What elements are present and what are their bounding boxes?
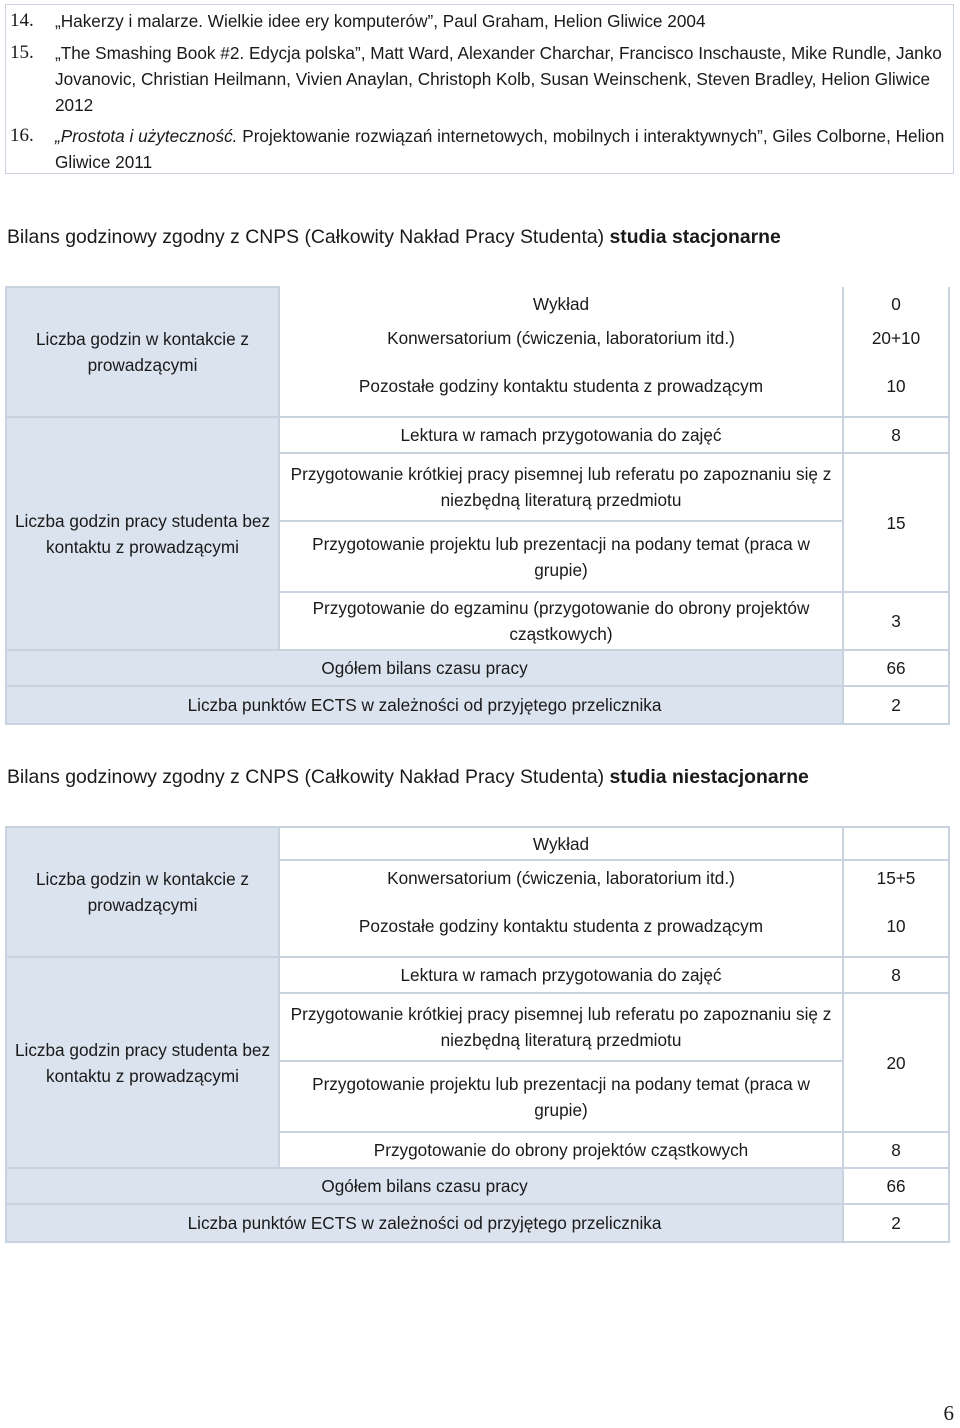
row-label-pozostale: Pozostałe godziny kontaktu studenta z prowadzącym — [279, 355, 843, 417]
row-label-lektura: Lektura w ramach przygotowania do zajęć — [279, 957, 843, 993]
reference-text: „The Smashing Book #2. Edycja polska”, Matt Ward, Alexander Charchar, Francisco Inschauste, Mike Rundle, Janko Jovanovic, Christian Heilmann, Vivien Anaylan, Christoph Kolb, Susan Weinschenk, Steven Bradley, Helion Gliwice 2012 — [55, 43, 942, 115]
row-label-lektura: Lektura w ramach przygotowania do zajęć — [279, 417, 843, 453]
group-self-study-label: Liczba godzin pracy studenta bez kontaktu z prowadzącymi — [6, 957, 279, 1168]
row-label-projekt: Przygotowanie projektu lub prezentacji na podany temat (praca w grupie) — [279, 521, 843, 592]
reference-item — [10, 123, 945, 175]
row-label-ects: Liczba punktów ECTS w zależności od przyjętego przelicznika — [6, 1204, 843, 1242]
reference-rest: Projektowanie rozwiązań internetowych, mobilnych i interaktywnych”, Giles Colborne, Helion Gliwice 2011 — [55, 126, 945, 172]
page-number: 6 — [943, 1401, 954, 1425]
row-label-pozostale: Pozostałe godziny kontaktu studenta z prowadzącym — [279, 895, 843, 957]
group-contact-label: Liczba godzin w kontakcie z prowadzącymi — [6, 287, 279, 417]
row-label-ogolem: Ogółem bilans czasu pracy — [6, 1168, 843, 1204]
row-label-ects: Liczba punktów ECTS w zależności od przyjętego przelicznika — [6, 686, 843, 724]
row-label-egzamin: Przygotowanie do egzaminu (przygotowanie do obrony projektów cząstkowych) — [279, 592, 843, 650]
row-value-ects: 2 — [843, 1204, 949, 1242]
row-value-ogolem: 66 — [843, 1168, 949, 1204]
group-contact-label: Liczba godzin w kontakcie z prowadzącymi — [6, 827, 279, 957]
row-label-obrona: Przygotowanie do obrony projektów cząstkowych — [279, 1132, 843, 1168]
row-value-projekt: 15 — [843, 453, 949, 592]
heading-text: Bilans godzinowy zgodny z CNPS (Całkowity Nakład Pracy Studenta) — [7, 226, 610, 248]
heading-text: Bilans godzinowy zgodny z CNPS (Całkowity Nakład Pracy Studenta) — [7, 766, 610, 788]
row-label-konwersatorium: Konwersatorium (ćwiczenia, laboratorium itd.) — [279, 860, 843, 895]
row-value-projekt: 20 — [843, 993, 949, 1132]
row-value-ogolem: 66 — [843, 650, 949, 686]
reference-number: 14. — [10, 10, 34, 31]
reference-text: „Hakerzy i malarze. Wielkie idee ery komputerów”, Paul Graham, Helion Gliwice 2004 — [55, 11, 706, 31]
row-value-konwersatorium: 20+10 — [843, 320, 949, 355]
row-value-wyklad — [843, 827, 949, 860]
row-value-pozostale: 10 — [843, 355, 949, 417]
row-label-wyklad: Wykład — [279, 287, 843, 320]
reference-number: 16. — [10, 125, 34, 146]
section-heading-niestacjonarne — [7, 766, 809, 789]
row-value-lektura: 8 — [843, 417, 949, 453]
reference-title: „Prostota i użyteczność. — [55, 126, 238, 146]
group-self-study-label: Liczba godzin pracy studenta bez kontaktu z prowadzącymi — [6, 417, 279, 650]
cnps-table-niestacjonarne — [5, 826, 950, 1243]
row-label-projekt: Przygotowanie projektu lub prezentacji na podany temat (praca w grupie) — [279, 1061, 843, 1132]
row-value-ects: 2 — [843, 686, 949, 724]
row-value-lektura: 8 — [843, 957, 949, 993]
row-label-ogolem: Ogółem bilans czasu pracy — [6, 650, 843, 686]
section-heading-stacjonarne — [7, 226, 781, 249]
reference-text — [10, 123, 945, 175]
row-value-konwersatorium: 15+5 — [843, 860, 949, 895]
reference-number: 15. — [10, 42, 34, 63]
row-label-konwersatorium: Konwersatorium (ćwiczenia, laboratorium itd.) — [279, 320, 843, 355]
cnps-table-stacjonarne — [5, 286, 950, 725]
heading-bold-text: studia stacjonarne — [609, 226, 781, 248]
heading-bold-text: studia niestacjonarne — [609, 766, 809, 788]
row-value-pozostale: 10 — [843, 895, 949, 957]
row-label-praca-pisemna: Przygotowanie krótkiej pracy pisemnej lub referatu po zapoznaniu się z niezbędną literaturą przedmiotu — [279, 993, 843, 1061]
row-value-egzamin: 3 — [843, 592, 949, 650]
row-label-praca-pisemna: Przygotowanie krótkiej pracy pisemnej lub referatu po zapoznaniu się z niezbędną literaturą przedmiotu — [279, 453, 843, 521]
row-label-wyklad: Wykład — [279, 827, 843, 860]
row-value-wyklad: 0 — [843, 287, 949, 320]
row-value-obrona: 8 — [843, 1132, 949, 1168]
reference-item — [10, 40, 945, 118]
reference-item — [10, 8, 945, 34]
